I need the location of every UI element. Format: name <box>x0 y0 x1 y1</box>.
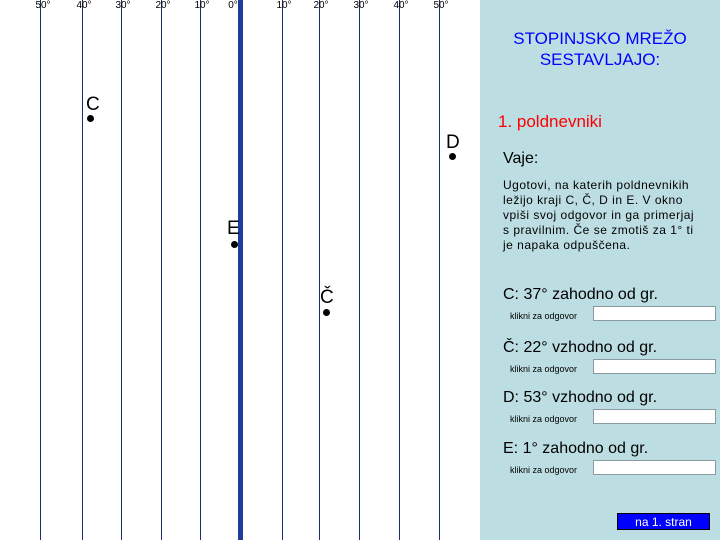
place-label: C <box>86 94 100 115</box>
meridian-50w <box>40 0 41 540</box>
degree-label-10e: 10° <box>276 0 292 11</box>
meridian-50e <box>439 0 440 540</box>
meridian-10w <box>200 0 201 540</box>
panel-subtitle: 1. poldnevniki <box>498 112 602 131</box>
meridian-30e <box>359 0 360 540</box>
place-label: D <box>446 132 460 153</box>
answer-c-input[interactable] <box>593 306 716 321</box>
degree-label-50w: 50° <box>35 0 51 11</box>
answer-c: C: 37° zahodno od gr. <box>503 286 658 303</box>
degree-label-30e: 30° <box>353 0 369 11</box>
place-dot <box>323 309 330 316</box>
degree-label-20w: 20° <box>155 0 171 11</box>
degree-label-40w: 40° <box>76 0 92 11</box>
answer-c-caron-input[interactable] <box>593 359 716 374</box>
answer-d-hint[interactable]: klikni za odgovor <box>510 414 578 424</box>
degree-label-30w: 30° <box>115 0 131 11</box>
place-dot <box>231 241 238 248</box>
prime-meridian <box>238 0 243 540</box>
side-panel <box>480 0 720 540</box>
answer-c-caron: Č: 22° vzhodno od gr. <box>503 339 658 356</box>
answer-c-hint[interactable]: klikni za odgovor <box>510 311 578 321</box>
exercises-heading: Vaje: <box>503 150 539 167</box>
panel-title: STOPINJSKO MREŽO SESTAVLJAJO: <box>513 29 687 69</box>
place-label: Č <box>320 287 334 308</box>
place-dot <box>87 115 94 122</box>
answer-e: E: 1° zahodno od gr. <box>503 440 649 457</box>
degree-label-50e: 50° <box>433 0 449 11</box>
meridian-20e <box>319 0 320 540</box>
answer-c-caron-hint[interactable]: klikni za odgovor <box>510 364 578 374</box>
answer-d: D: 53° vzhodno od gr. <box>503 389 658 406</box>
answer-e-hint[interactable]: klikni za odgovor <box>510 465 578 475</box>
answer-e-input[interactable] <box>593 460 716 475</box>
meridian-40w <box>82 0 83 540</box>
degree-label-0: 0° <box>228 0 238 11</box>
degree-label-20e: 20° <box>313 0 329 11</box>
answer-d-input[interactable] <box>593 409 716 424</box>
meridian-40e <box>399 0 400 540</box>
degree-label-10w: 10° <box>194 0 210 11</box>
place-label: E <box>227 218 240 239</box>
exercise-instructions: Ugotovi, na katerih poldnevnikih ležijo kraji C, Č, D in E. V okno vpiši svoj odgovor in ga primerjaj s pravilnim. Če se zmotiš za 1° ti je napaka odpuščena. <box>503 178 695 252</box>
back-to-page-1-button[interactable]: na 1. stran <box>617 513 710 530</box>
meridian-10e <box>282 0 283 540</box>
degree-label-40e: 40° <box>393 0 409 11</box>
meridian-20w <box>161 0 162 540</box>
meridian-30w <box>121 0 122 540</box>
place-dot <box>449 153 456 160</box>
